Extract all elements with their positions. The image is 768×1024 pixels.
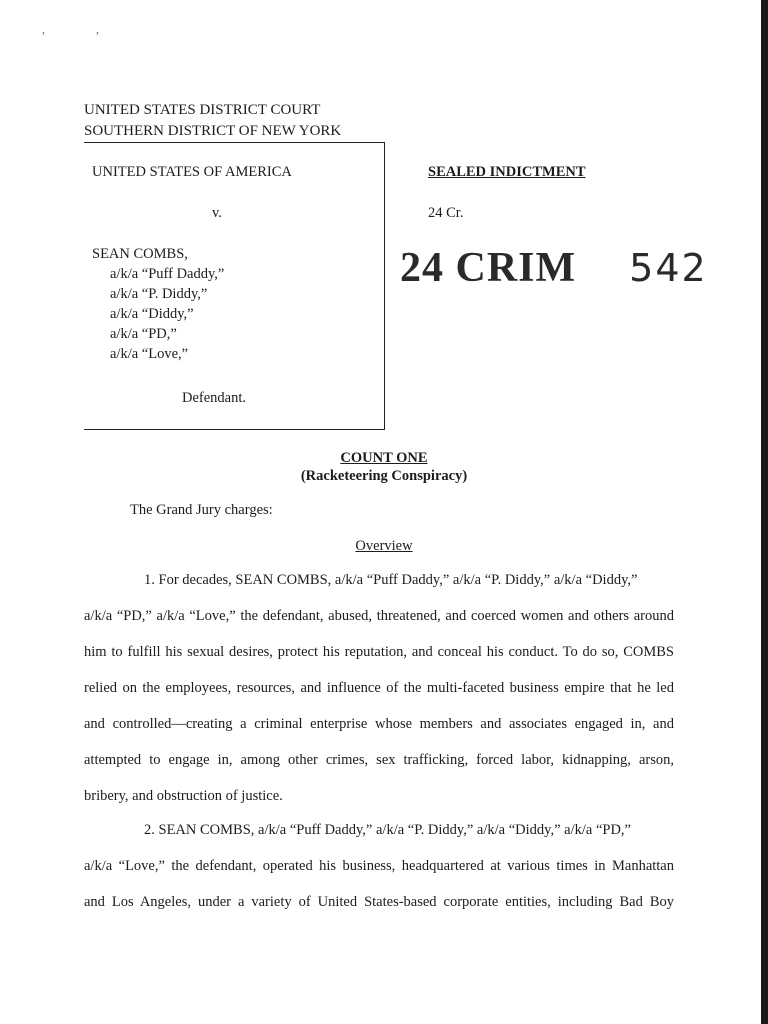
court-line-1: UNITED STATES DISTRICT COURT [84,102,321,118]
paragraph-line: 1. For decades, SEAN COMBS, a/k/a “Puff Daddy,” a/k/a “P. Diddy,” a/k/a “Diddy,” [144,572,638,588]
alias-2: a/k/a “P. Diddy,” [110,286,208,302]
alias-4: a/k/a “PD,” [110,326,177,342]
paragraph-line: attempted to engage in, among other crimes, sex trafficking, forced labor, kidnapping, arson, [84,752,674,768]
court-header [84,100,341,142]
paragraph-line: and controlled—creating a criminal enterprise whose members and associates engaged in, and [84,716,674,732]
stamp-type: CRIM [455,245,577,291]
case-number-stamp [400,244,708,292]
paragraph-line: him to fulfill his sexual desires, protect his reputation, and conceal his conduct. To do so, COMBS [84,644,674,660]
stamp-year: 24 [400,245,444,291]
paragraph-line: a/k/a “Love,” the defendant, operated his business, headquartered at various times in Manhattan [84,858,674,874]
scan-edge [761,0,768,1024]
case-prefix: 24 Cr. [428,205,464,221]
paragraph-line: bribery, and obstruction of justice. [84,788,283,804]
scan-specks: , , [42,22,123,36]
alias-1: a/k/a “Puff Daddy,” [110,266,225,282]
paragraph-line: a/k/a “PD,” a/k/a “Love,” the defendant, abused, threatened, and coerced women and others around [84,608,674,624]
paragraph-line: 2. SEAN COMBS, a/k/a “Puff Daddy,” a/k/a “P. Diddy,” a/k/a “Diddy,” a/k/a “PD,” [144,822,631,838]
court-line-2: SOUTHERN DISTRICT OF NEW YORK [84,123,342,139]
paragraph-line: and Los Angeles, under a variety of United States-based corporate entities, including Bad Boy [84,894,674,910]
stamp-number: 542 [629,246,708,290]
document-title: SEALED INDICTMENT [428,164,586,180]
alias-5: a/k/a “Love,” [110,346,189,362]
alias-3: a/k/a “Diddy,” [110,306,194,322]
defendant-name: SEAN COMBS, [92,246,188,262]
plaintiff: UNITED STATES OF AMERICA [92,164,292,180]
defendant-label: Defendant. [182,390,247,406]
count-title: COUNT ONE [340,450,428,466]
paragraph-line: relied on the employees, resources, and influence of the multi-faceted business empire that he led [84,680,674,696]
intro-text: The Grand Jury charges: [130,502,273,518]
versus: v. [212,205,222,221]
count-subtitle: (Racketeering Conspiracy) [300,468,468,484]
section-heading: Overview [355,538,413,554]
